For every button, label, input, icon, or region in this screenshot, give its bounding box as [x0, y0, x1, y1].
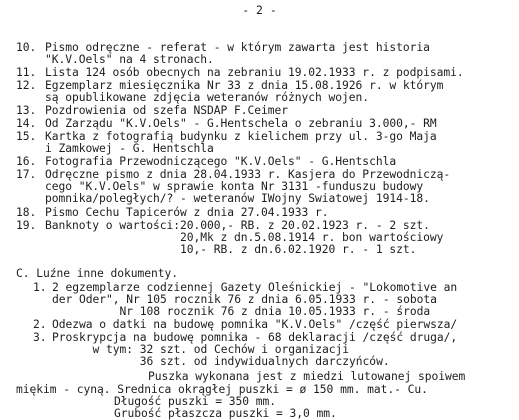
item-number: 1.: [33, 281, 47, 294]
item-number: 14.: [16, 117, 37, 130]
item-number: 17.: [16, 168, 37, 181]
item-text-line: i Zamkowej - G. Hentschla: [45, 142, 214, 155]
item-text-line: Fotografia Przewodniczącego "K.V.Oels" - G.Hentschla: [45, 155, 397, 168]
item-number: 19.: [16, 219, 37, 232]
item-text-line: 10,- RB. z dn.6.02.1920 r. - 1 szt.: [45, 243, 417, 256]
item-text-line: Od Zarządu "K.V.Oels" - G.Hentschela o zebraniu 3.000,- RM: [45, 117, 437, 130]
item-text-line: Pismo Cechu Tapicerów z dnia 27.04.1933 r.: [45, 206, 329, 219]
item-text-line: są opublikowane zdjęcia weteranów różnych wojen.: [45, 91, 370, 104]
item-text-line: 20,Mk z dn.5.08.1914 r. bon wartościowy: [45, 231, 444, 244]
item-text-line: Proskrypcja na budowę pomnika - 68 deklaracji /część druga/,: [52, 331, 458, 344]
item-number: 18.: [16, 206, 37, 219]
item-text-line: Pozdrowienia od szefa NSDAP F.Ceimer: [45, 104, 289, 117]
item-text-line: cego "K.V.Oels" w sprawie konta Nr 3131 -funduszu budowy: [45, 180, 424, 193]
item-text-line: 36 szt. od indywidualnych darczyńców.: [52, 355, 390, 368]
page-number: - 2 -: [242, 3, 277, 17]
item-text-line: der Oder", Nr 105 rocznik 76 z dnia 6.05.1933 r. - sobota: [52, 293, 437, 306]
item-number: 15.: [16, 130, 37, 143]
item-text-line: pomnika/poległych/? - weteranów IWojny Swiatowej 1914-18.: [45, 192, 430, 205]
item-text-line: Kartka z fotografią budynku z kielichem przy ul. 3-go Maja: [45, 130, 437, 143]
closing-line: Puszka wykonana jest z miedzi lutowanej spoiwem: [148, 370, 466, 383]
item-text-line: Egzemplarz miesięcznika Nr 33 z dnia 15.08.1926 r. w którym: [45, 79, 444, 92]
item-text-line: Nr 108 rocznik 76 z dnia 10.05.1933 r. - środa: [52, 305, 431, 318]
item-number: 2.: [33, 318, 47, 331]
section-heading: C. Luźne inne dokumenty.: [16, 267, 179, 280]
closing-line: Długość puszki = 350 mm.: [114, 395, 277, 408]
closing-line: miękim - cyną. Srednica okrągłej puszki = ø 150 mm. mat.- Cu.: [16, 383, 428, 396]
item-text-line: Lista 124 osób obecnych na zebraniu 19.02.1933 r. z podpisami.: [45, 66, 464, 79]
item-text-line: w tym: 32 szt. od Cechów i organizacji: [52, 343, 350, 356]
item-number: 16.: [16, 155, 37, 168]
item-text-line: Odręczne pismo z dnia 28.04.1933 r. Kasjera do Przewodniczą-: [45, 168, 451, 181]
item-number: 13.: [16, 104, 37, 117]
item-text-line: Banknoty o wartości:20.000,- RB. z 20.02.1923 r. - 2 szt.: [45, 219, 430, 232]
item-text-line: 2 egzemplarze codziennej Gazety Oleśnickiej - "Lokomotive an: [52, 281, 458, 294]
item-number: 11.: [16, 66, 37, 79]
item-number: 10.: [16, 41, 37, 54]
item-text-line: Odezwa o datki na budowę pomnika "K.V.Oels" /część pierwsza/: [52, 318, 458, 331]
closing-line: Grubość płaszcza puszki = 3,0 mm.: [114, 407, 337, 420]
item-text-line: Pismo odręczne - referat - w którym zawarta jest historia: [45, 41, 430, 54]
item-number: 12.: [16, 79, 37, 92]
item-number: 3.: [33, 331, 47, 344]
item-text-line: "K.V.Oels" na 4 stronach.: [45, 53, 214, 66]
